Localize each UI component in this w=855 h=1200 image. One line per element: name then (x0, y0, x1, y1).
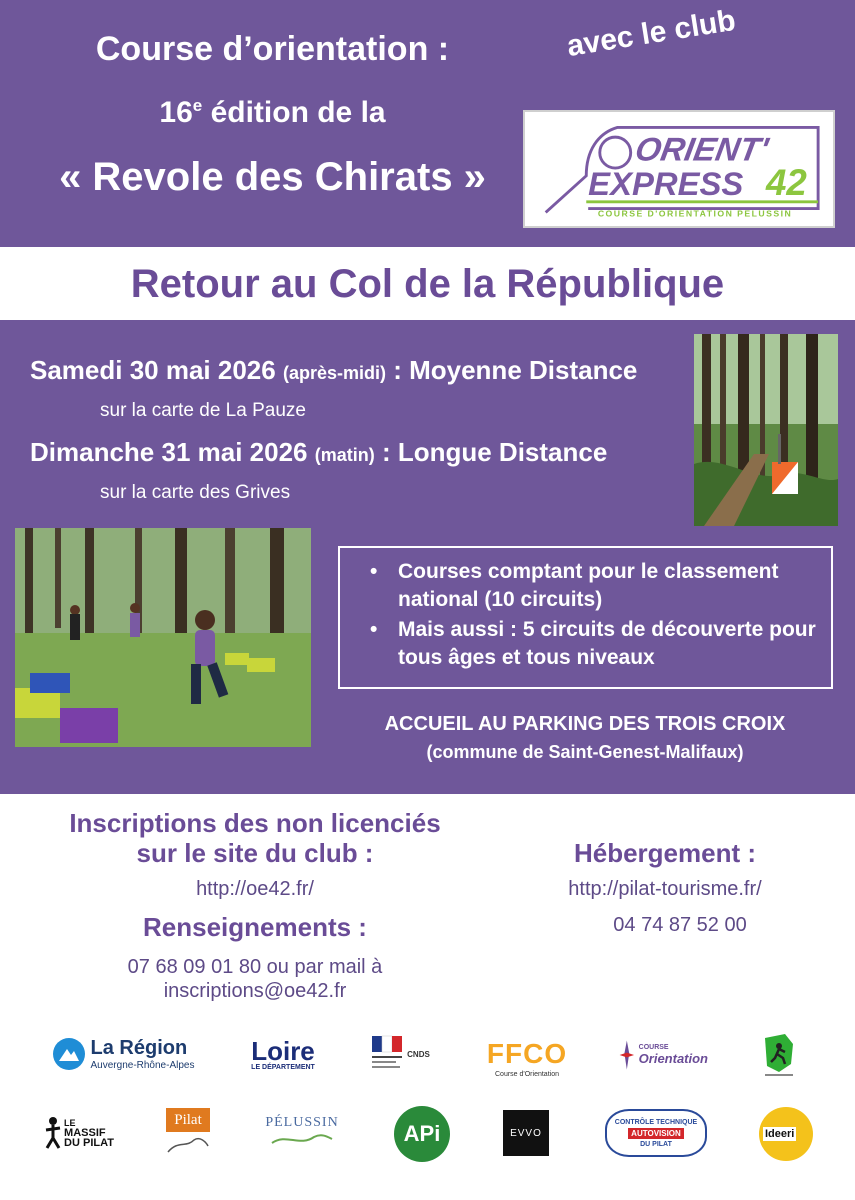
cnds-label: CNDS (407, 1049, 430, 1059)
event-map-2: sur la carte des Grives (100, 482, 291, 503)
sponsor-evvo (502, 1110, 550, 1156)
ideeri-logo: Ideeri (765, 1128, 795, 1140)
info-heading: Renseignements : (143, 912, 367, 942)
event-title-line3: « Revole des Chirats » (59, 155, 486, 199)
lodging-phone: 04 74 87 52 00 (613, 914, 747, 936)
sponsor-pelussin (265, 1110, 339, 1154)
pilat-badge: Pilat (166, 1108, 210, 1132)
region-sub: Auvergne-Rhône-Alpes (90, 1060, 195, 1071)
massif-line2: MASSIF (64, 1127, 106, 1139)
forest-checkpoint-photo (694, 334, 838, 526)
page-subtitle: Retour au Col de la République (130, 262, 725, 306)
sponsor-pilat-park (162, 1104, 214, 1160)
highlights-list (340, 548, 831, 672)
sponsor-ligue (618, 1030, 708, 1080)
api-logo: APi (394, 1106, 450, 1162)
event-map-1: sur la carte de La Pauze (100, 400, 306, 421)
club-prefix: avec le club (564, 3, 738, 64)
ligue-line2: Orientation (638, 1051, 708, 1066)
registration-heading: Inscriptions des non licenciés sur le site du club : (69, 808, 441, 868)
sponsor-massif-pilat (44, 1112, 114, 1154)
pilat-landscape-icon (166, 1132, 210, 1156)
loire-sub: LE DÉPARTEMENT (251, 1063, 315, 1071)
sponsor-ffco (487, 1026, 567, 1088)
venue-title: ACCUEIL AU PARKING DES TROIS CROIX (384, 713, 786, 735)
ffco-letters: FFCO (486, 1037, 568, 1069)
event-title-line1: Course d’orientation : (95, 30, 450, 68)
evvo-logo: EVVO (503, 1110, 549, 1156)
highlight-item: • Mais aussi : 5 circuits de découverte pour tous âges et tous niveaux (370, 618, 816, 669)
sponsor-controle-technique (604, 1108, 708, 1158)
ffco-sub: Course d'Orientation (495, 1070, 559, 1078)
sponsor-loire (238, 1034, 328, 1074)
region-name: La Région (90, 1037, 188, 1059)
sponsor-ideeri (758, 1106, 814, 1162)
registration-link[interactable]: http://oe42.fr/ (196, 878, 314, 900)
ligue-line1: COURSE (638, 1044, 669, 1051)
runner-photo-icon (15, 528, 311, 747)
venue-commune: (commune de Saint-Genest-Malifaux) (426, 742, 744, 762)
event-day-1: Samedi 30 mai 2026 (après-midi) : Moyenne Distance (30, 355, 638, 385)
club-logo (523, 110, 835, 228)
club-logo-line2: EXPRESS (588, 165, 744, 203)
club-logo-number: 42 (765, 162, 807, 204)
highlights-box (338, 546, 833, 689)
lodging-link[interactable]: http://pilat-tourisme.fr/ (568, 878, 762, 900)
sponsor-cnds (364, 1032, 436, 1076)
orient-express-logo-icon (525, 112, 833, 226)
sponsor-aura-co (758, 1030, 800, 1080)
info-contact: 07 68 09 01 80 ou par mail à inscriptions@oe42.fr (40, 955, 470, 1003)
pelussin-wave-icon (270, 1131, 334, 1149)
ct-line2: AUTOVISION (628, 1128, 684, 1139)
highlight-item: • Courses comptant pour le classement national (10 circuits) (370, 560, 779, 611)
ct-line1: CONTRÔLE TECHNIQUE (614, 1118, 698, 1126)
loire-name: Loire (251, 1035, 315, 1066)
compass-rose-icon (618, 1035, 636, 1075)
event-title-line2: 16e édition de la (159, 96, 386, 129)
sponsor-api (392, 1104, 452, 1164)
marianne-logo-icon (370, 1034, 404, 1074)
club-logo-tagline: COURSE D'ORIENTATION PELUSSIN (597, 208, 793, 219)
massif-line3: DU PILAT (64, 1137, 114, 1149)
region-logo-icon (52, 1037, 86, 1071)
forest-photo-icon (694, 334, 838, 526)
lodging-heading: Hébergement : (573, 838, 757, 868)
massif-figure-icon (44, 1116, 62, 1150)
pelussin-name: PÉLUSSIN (265, 1115, 339, 1130)
massif-line1: LE (64, 1118, 76, 1128)
aura-runner-icon (761, 1032, 797, 1078)
ct-line3: DU PILAT (640, 1140, 672, 1148)
event-day-2: Dimanche 31 mai 2026 (matin) : Longue Distance (30, 437, 608, 467)
sponsor-region (48, 1032, 198, 1076)
runner-photo (15, 528, 311, 747)
club-logo-line1: ORIENT' (632, 131, 771, 169)
info-email-link[interactable]: inscriptions@oe42.fr (163, 980, 347, 1002)
